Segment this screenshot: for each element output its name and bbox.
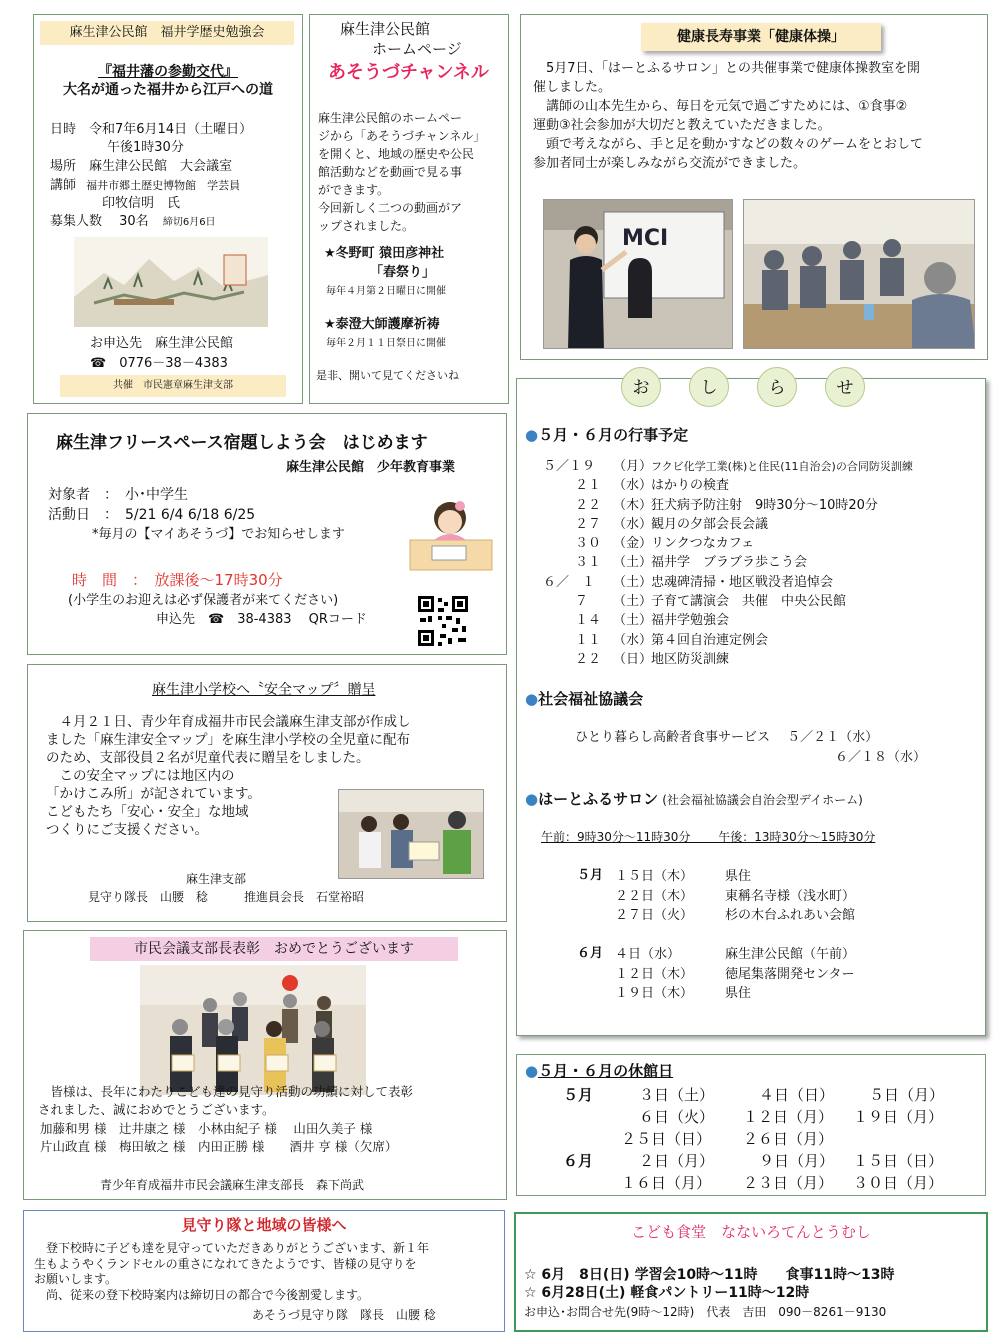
history-lecturer [50,177,240,195]
safety-body-line: ４月２１日、青少年育成福井市民会議麻生津支部が作成し [46,714,411,730]
award-names1: 加藤和男 様 辻井康之 様 小林由紀子 様 山田久美子 様 [40,1121,373,1136]
history-date: 日時 令和7年6月14日（土曜日） [50,122,253,137]
event-row [543,534,983,553]
event-title: 福井学 ブラブラ歩こう会 [651,555,808,571]
health-body-line: 催しました。 [533,80,612,95]
video1-note: 毎年４月第２日曜日に開催 [326,286,446,297]
award-title: 市民会議支部長表彰 おめでとうございます [90,937,458,961]
closed-day: ２日（月） [639,1152,715,1170]
event-title: 地区防災訓練 [651,651,730,667]
event-date: ５／１９ [543,459,596,474]
health-title: 健康長寿事業「健康体操」 [641,23,881,51]
history-title2: 大名が通った福井から江戸への道 [63,82,273,98]
freespace-dates: 活動日 ： 5/21 6/4 6/18 6/25 [48,507,256,523]
health-box [520,14,988,360]
closed-day: １５日（日） [853,1152,944,1170]
event-row [543,476,983,495]
health-photo-lecturer [543,199,733,349]
event-weekday: （木） [613,497,653,513]
bullet-icon: ● [525,690,539,708]
bullet-icon: ● [525,1062,539,1080]
oshirase-char: ら [757,367,797,407]
event-row [543,515,983,534]
oshirase-box [516,378,986,1036]
health-body-line: 5月7日、「はーとふるサロン」との共催事業で健康体操教室を開 [533,61,921,76]
mimamori-body-line: 尚、従来の登下校時案内は締切日の都合で今後割愛します。 [34,1287,370,1302]
closed-day: ３日（土） [639,1086,715,1104]
homepage-closing: 是非、開いて見てくださいね [316,369,459,382]
freespace-subtitle: 麻生津公民館 少年教育事業 [286,460,456,475]
event-date: ２２ [575,651,602,667]
history-deadline: 締切6月6日 [162,217,216,228]
event-weekday: （月） [613,459,653,474]
event-title: リンクつなカフェ [651,536,755,552]
salon-june-list [615,945,975,1004]
salon-row [615,867,975,887]
event-row [543,650,983,669]
event-date: １１ [575,632,602,648]
health-body [533,59,923,173]
history-title1: 『福井藩の参勤交代』 [98,64,238,80]
salon-hours: 午前：9時30分～11時30分 午後：13時30分～15時30分 [541,830,876,844]
salon-date: １９日（木） [615,986,694,1001]
award-body [38,1083,413,1119]
video1-title[interactable]: ★冬野町 猿田彦神社 [324,246,445,261]
oshirase-char: し [689,367,729,407]
salon-date: ２２日（木） [615,888,694,904]
homepage-body-line: 今回新しく二つの動画がア [318,201,463,215]
safety-body-line: ました「麻生津安全マップ」を麻生津小学校の全児童に配布 [46,732,410,748]
homepage-body-line: ップされました。 [318,219,415,233]
history-phone: ☎ 0776－38－4383 [90,356,228,371]
salon-sub: (社会福祉協議会自治会型デイホーム) [662,793,863,807]
safety-body-line: つくりにご支援ください。 [46,822,208,838]
freespace-time: 時 間 ： 放課後～17時30分 [72,571,283,589]
homepage-line2: ホームページ [372,40,462,58]
event-row [543,496,983,515]
homepage-body [318,109,485,235]
event-row [543,631,983,650]
salon-june-label: ６月 [577,946,604,961]
salon-row [615,945,975,965]
event-title: 子育て講演会 共催 中央公民館 [651,594,847,610]
salon-date: １５日（木） [615,869,694,884]
girl-studying-illustration [404,490,498,574]
mimamori-body-line: 生もようやくランドセルの重さになれてきたようです、皆様の見守りを [34,1256,417,1271]
salon-date: ４日（水） [615,947,681,962]
salon-row [615,965,975,985]
event-date: ２１ [575,478,602,494]
salon-row [615,984,975,1004]
homepage-body-line: を開くと、地域の歴史や公民 [318,147,475,161]
history-place: 場所 麻生津公民館 大会議室 [50,159,233,174]
mimamori-sign: あそうづ見守り隊 隊長 山腰 稔 [252,1308,436,1322]
event-weekday: （土） [613,555,653,571]
events-list [543,457,983,669]
safety-sign2: 見守り隊長 山腰 稔 推進員会長 石堂裕昭 [88,890,365,904]
welfare-heading: ●社会福祉協議会 [525,690,644,708]
oshirase-char: せ [825,367,865,407]
mimamori-body-line: 登下校時に子ども達を見守っていただきありがとうございます、新１年 [34,1241,430,1255]
oshirase-chars [621,367,881,407]
event-date: ３１ [575,555,602,571]
salon-date: １２日（木） [615,966,694,982]
homepage-channel: あそうづチャンネル [328,62,489,83]
history-study-box [33,14,303,404]
freespace-apply: 申込先 ☎ 38-4383 QRコード [156,612,367,627]
bullet-icon: ● [525,790,539,808]
closed-heading: ●５月・６月の休館日 [525,1062,674,1080]
event-weekday: （土） [613,574,653,590]
video2-note: 毎年２月１１日祭日に開催 [326,338,446,349]
freespace-box [27,413,507,655]
edo-road-painting [74,237,268,327]
event-date: ２２ [575,497,602,513]
closed-day: １９日（月） [853,1108,944,1126]
event-row [543,573,983,592]
safety-sign1: 麻生津支部 [186,872,247,886]
closed-day: ２５日（日） [621,1130,712,1148]
salon-may-list [615,867,975,926]
closed-day: ４日（日） [759,1086,835,1104]
history-capacity-row [50,213,216,231]
safety-photo [338,789,484,879]
closed-day: １６日（月） [621,1174,712,1192]
qr-code[interactable] [416,594,470,648]
health-body-line: 講師の山本先生から、毎日を元気で過ごすためには、①食事② [533,99,908,114]
history-cosponsor: 共催 市民憲章麻生津支部 [60,375,286,397]
event-title: 第４回自治連定例会 [651,632,769,648]
event-weekday: （水） [613,516,653,532]
event-weekday: （金） [613,536,653,552]
event-title: はかりの検査 [651,478,730,494]
closed-day: ５日（月） [869,1086,945,1104]
whiteboard-text: MCI [622,226,669,251]
homepage-body-line: ができます。 [318,183,390,197]
kodomo-line2: ☆ 6月28日(土) 軽食パントリー11時～12時 [524,1285,810,1301]
event-weekday: （水） [613,478,653,494]
closed-day: ２６日（月） [743,1130,834,1148]
event-date: ６／ １ [543,574,596,590]
history-capacity: 募集人数 30名 [50,214,149,229]
homepage-box [309,14,509,404]
homepage-body-line: ジから「あそうづチャンネル」 [318,129,486,143]
kodomo-shokudo-box [514,1212,988,1332]
history-time: 午後1時30分 [107,140,184,155]
salon-row [615,906,975,926]
homepage-body-line: 館活動などを動画で見る事 [318,165,463,179]
salon-place: 杉の木台ふれあい会館 [725,908,856,923]
events-heading: ●５月・６月の行事予定 [525,426,689,444]
homepage-body-line: 麻生津公民館のホームペー [318,111,463,125]
closed-may-label: ５月 [563,1086,594,1104]
salon-place: 麻生津公民館（午前） [725,947,856,962]
event-title: 狂犬病予防注射 9時30分～10時20分 [651,497,878,513]
homepage-line1: 麻生津公民館 [340,20,431,38]
event-title: フクビ化学工業(株)と住民(11自治会)の合同防災訓練 [651,460,913,473]
freespace-title: 麻生津フリースペース宿題しよう会 はじめます [56,433,428,453]
freespace-pickup: (小学生のお迎えは必ず保護者が来てください) [68,593,339,608]
award-box [23,930,507,1200]
freespace-target: 対象者 ： 小･中学生 [48,487,188,503]
award-sign: 青少年育成福井市民会議麻生津支部長 森下尚武 [100,1178,365,1192]
freespace-note: *毎月の【マイあそうづ】でお知らせします [92,527,345,542]
award-body-line: 皆様は、長年にわたりこども達の見守り活動の功績に対して表彰 [38,1084,414,1099]
event-weekday: （日） [613,651,653,667]
history-apply: お申込先 麻生津公民館 [90,336,234,351]
event-weekday: （水） [613,632,653,648]
closed-days-box [516,1054,986,1196]
event-row [543,553,983,572]
event-row [543,457,983,476]
safety-body-line: のため、支部役員２名が児童代表に贈呈をしました。 [46,750,370,766]
welfare-line2: ６／１８（水） [835,750,927,765]
salon-may-label: ５月 [577,868,604,883]
video2-title[interactable]: ★泰澄大師護摩祈祷 [324,317,440,332]
event-row [543,592,983,611]
safety-body-line: この安全マップには地区内の [46,768,235,784]
health-body-line: 頭で考えながら、手と足を動かすなどの数々のゲームをとおして [533,137,924,152]
mimamori-box [23,1210,505,1332]
history-lecturer-org: 福井市郷土歴史博物館 学芸員 [86,179,241,192]
event-date: ７ [575,594,589,610]
kodomo-contact: お申込･お問合せ先(9時～12時) 代表 吉田 090－8261－9130 [524,1305,887,1319]
history-lecturer-name: 印牧信明 氏 [102,196,181,211]
health-body-line: 運動③社会参加が大切だと教えていただきました。 [533,118,831,133]
award-group-photo [140,965,366,1095]
closed-day: ９日（月） [759,1152,835,1170]
salon-place: 県住 [725,869,752,884]
salon-place: 県住 [725,986,752,1001]
event-weekday: （土） [613,594,653,610]
kodomo-line1: ☆ 6月 8日(日) 学習会10時～11時 食事11時～13時 [524,1267,895,1283]
closed-day: ２３日（月） [743,1174,834,1192]
salon-place: 東稱名寺様（浅水町） [725,888,856,904]
event-weekday: （土） [613,613,653,629]
history-lecturer-label: 講師 [50,178,77,193]
health-body-line: 参加者同士が楽しみながら交流ができました。 [533,156,807,171]
video1-sub: 「春祭り」 [370,265,436,280]
salon-place: 徳尾集落開発センター [725,966,855,982]
salon-date: ２７日（火） [615,908,694,923]
salon-heading: ●はーとふるサロン (社会福祉協議会自治会型デイホーム) [525,790,863,808]
award-names2: 片山政直 様 梅田敏之 様 内田正勝 様 酒井 亨 様（欠席） [40,1139,398,1154]
history-header: 麻生津公民館 福井学歴史勉強会 [40,21,294,45]
closed-day: １２日（月） [743,1108,834,1126]
event-title: 忠魂碑清掃・地区戦没者追悼会 [651,574,834,590]
closed-june-label: ６月 [563,1152,594,1170]
mimamori-body [34,1241,429,1303]
bullet-icon: ● [525,426,539,444]
event-date: ３０ [575,536,602,552]
closed-day: ６日（火） [639,1108,715,1126]
closed-day: ３０日（月） [853,1174,944,1192]
oshirase-char: お [621,367,661,407]
event-title: 福井学勉強会 [651,613,730,629]
event-row [543,611,983,630]
mimamori-title: 見守り隊と地域の皆様へ [181,1216,347,1234]
safety-body-line: 「かけこみ所」が記されています。 [46,786,261,802]
event-title: 観月の夕部会長会議 [651,516,769,532]
event-date: １４ [575,613,602,629]
kodomo-title: こども食堂 なないろてんとうむし [631,1223,871,1241]
health-photo-participants [743,199,975,349]
mimamori-body-line: お願いします。 [34,1272,118,1286]
safety-map-box [27,664,507,922]
salon-row [615,887,975,907]
safety-body-line: こどもたち「安心・安全」な地域 [46,804,249,820]
welfare-line1: ひとり暮らし高齢者食事サービス ５／２１（水） [575,730,879,745]
award-body-line: されました、誠におめでとうございます。 [38,1102,275,1117]
safety-title: 麻生津小学校へ〝安全マップ〞贈呈 [152,682,376,698]
event-date: ２７ [575,516,602,532]
